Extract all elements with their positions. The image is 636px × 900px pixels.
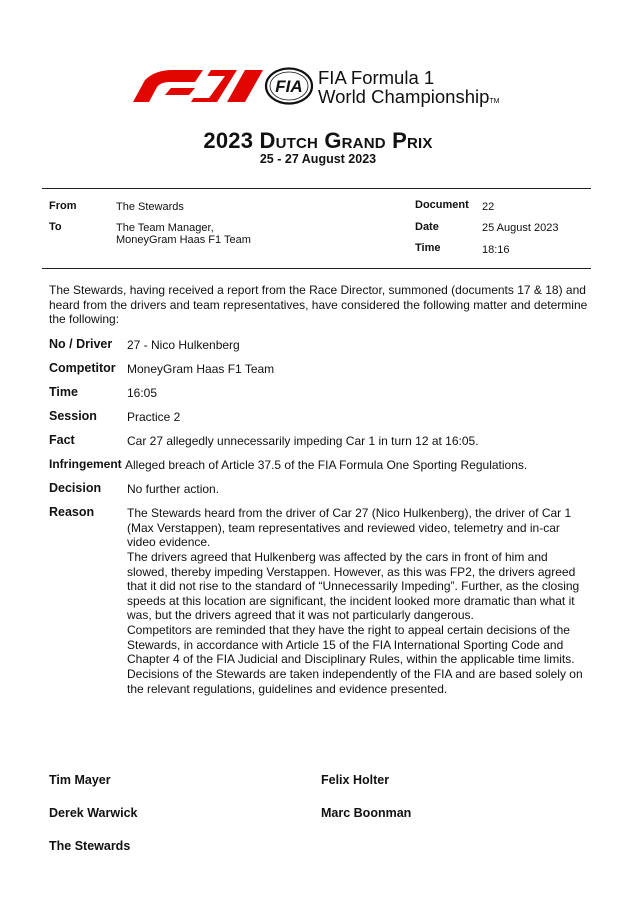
fia-seal-text: FIA: [275, 77, 303, 96]
steward-signature-4: Marc Boonman: [321, 806, 412, 820]
driver-value: 27 - Nico Hulkenberg: [127, 338, 240, 352]
reason-paragraph-3: Competitors are reminded that they have the right to appeal certain decisions of the Stewards, in accordance with Article 15 of the FIA International Sporting Code and Chapter 4 of the FIA Judicial and Disciplinary Rules, within the applicable time limits.: [127, 623, 575, 666]
driver-label: No / Driver: [49, 337, 113, 351]
top-divider: [42, 188, 591, 189]
infringement-label: Infringement: [49, 457, 122, 471]
event-dates: 25 - 27 August 2023: [259, 152, 377, 166]
incident-time-value: 16:05: [127, 386, 158, 400]
session-label: Session: [49, 409, 97, 423]
brand-text: [318, 68, 500, 111]
time-label: Time: [415, 242, 441, 254]
reason-label: Reason: [49, 505, 95, 519]
to-label: To: [49, 221, 62, 233]
stewards-footer: The Stewards: [49, 839, 131, 853]
reason-paragraph-4: Decisions of the Stewards are taken independently of the FIA and are based solely on the relevant regulations, guidelines and evidence presented.: [127, 667, 583, 696]
session-value: Practice 2: [127, 410, 181, 424]
reason-paragraph-1: The Stewards heard from the driver of Car 27 (Nico Hulkenberg), the driver of Car 1 (Max Verstappen), team representatives and reviewed video, telemetry and in-car video evidence.: [127, 506, 572, 549]
bottom-divider: [42, 268, 591, 269]
decision-label: Decision: [49, 481, 102, 495]
f1-logo-icon: [133, 68, 265, 104]
header-logo: [133, 66, 533, 108]
time-value: 18:16: [482, 244, 510, 256]
brand-line1: FIA Formula 1: [318, 67, 435, 88]
decision-value: No further action.: [127, 482, 220, 496]
incident-time-label: Time: [49, 385, 78, 399]
brand-line2-text: World Championship: [318, 86, 490, 107]
brand-line2: [318, 87, 500, 111]
steward-signature-2: Felix Holter: [321, 773, 390, 787]
infringement-value: Alleged breach of Article 37.5 of the FIA Formula One Sporting Regulations.: [125, 458, 528, 472]
steward-signature-3: Derek Warwick: [49, 806, 138, 820]
steward-signature-1: Tim Mayer: [49, 773, 111, 787]
fact-value: Car 27 allegedly unnecessarily impeding Car 1 in turn 12 at 16:05.: [127, 434, 479, 448]
document-label: Document: [415, 199, 469, 211]
trademark-mark: TM: [489, 98, 500, 105]
date-label: Date: [415, 221, 439, 233]
competitor-label: Competitor: [49, 361, 116, 375]
intro-paragraph: The Stewards, having received a report from the Race Director, summoned (documents 17 & 18) and heard from the drivers and team representatives, have considered the following matter and determine the following:: [49, 283, 588, 326]
to-value-line1: The Team Manager,: [116, 222, 214, 234]
reason-paragraph-2: The drivers agreed that Hulkenberg was affected by the cars in front of him and slowed, thereby impeding Verstappen. However, as this was FP2, the drivers agreed that it did not rise to the standard of “Unnecessarily Impeding”. Further, as the closing speeds at this location are significant, the incident looked more dramatic than what it was, but the drivers agreed that it was not particularly dangerous.: [127, 550, 580, 622]
event-title: 2023 Dutch Grand Prix: [203, 128, 433, 153]
fia-seal-icon: [264, 67, 314, 105]
document-value: 22: [482, 201, 495, 213]
to-value-line2: MoneyGram Haas F1 Team: [116, 234, 251, 246]
from-value: The Stewards: [116, 201, 184, 213]
date-value: 25 August 2023: [482, 222, 559, 234]
from-label: From: [49, 200, 77, 212]
competitor-value: MoneyGram Haas F1 Team: [127, 362, 275, 376]
fact-label: Fact: [49, 433, 75, 447]
